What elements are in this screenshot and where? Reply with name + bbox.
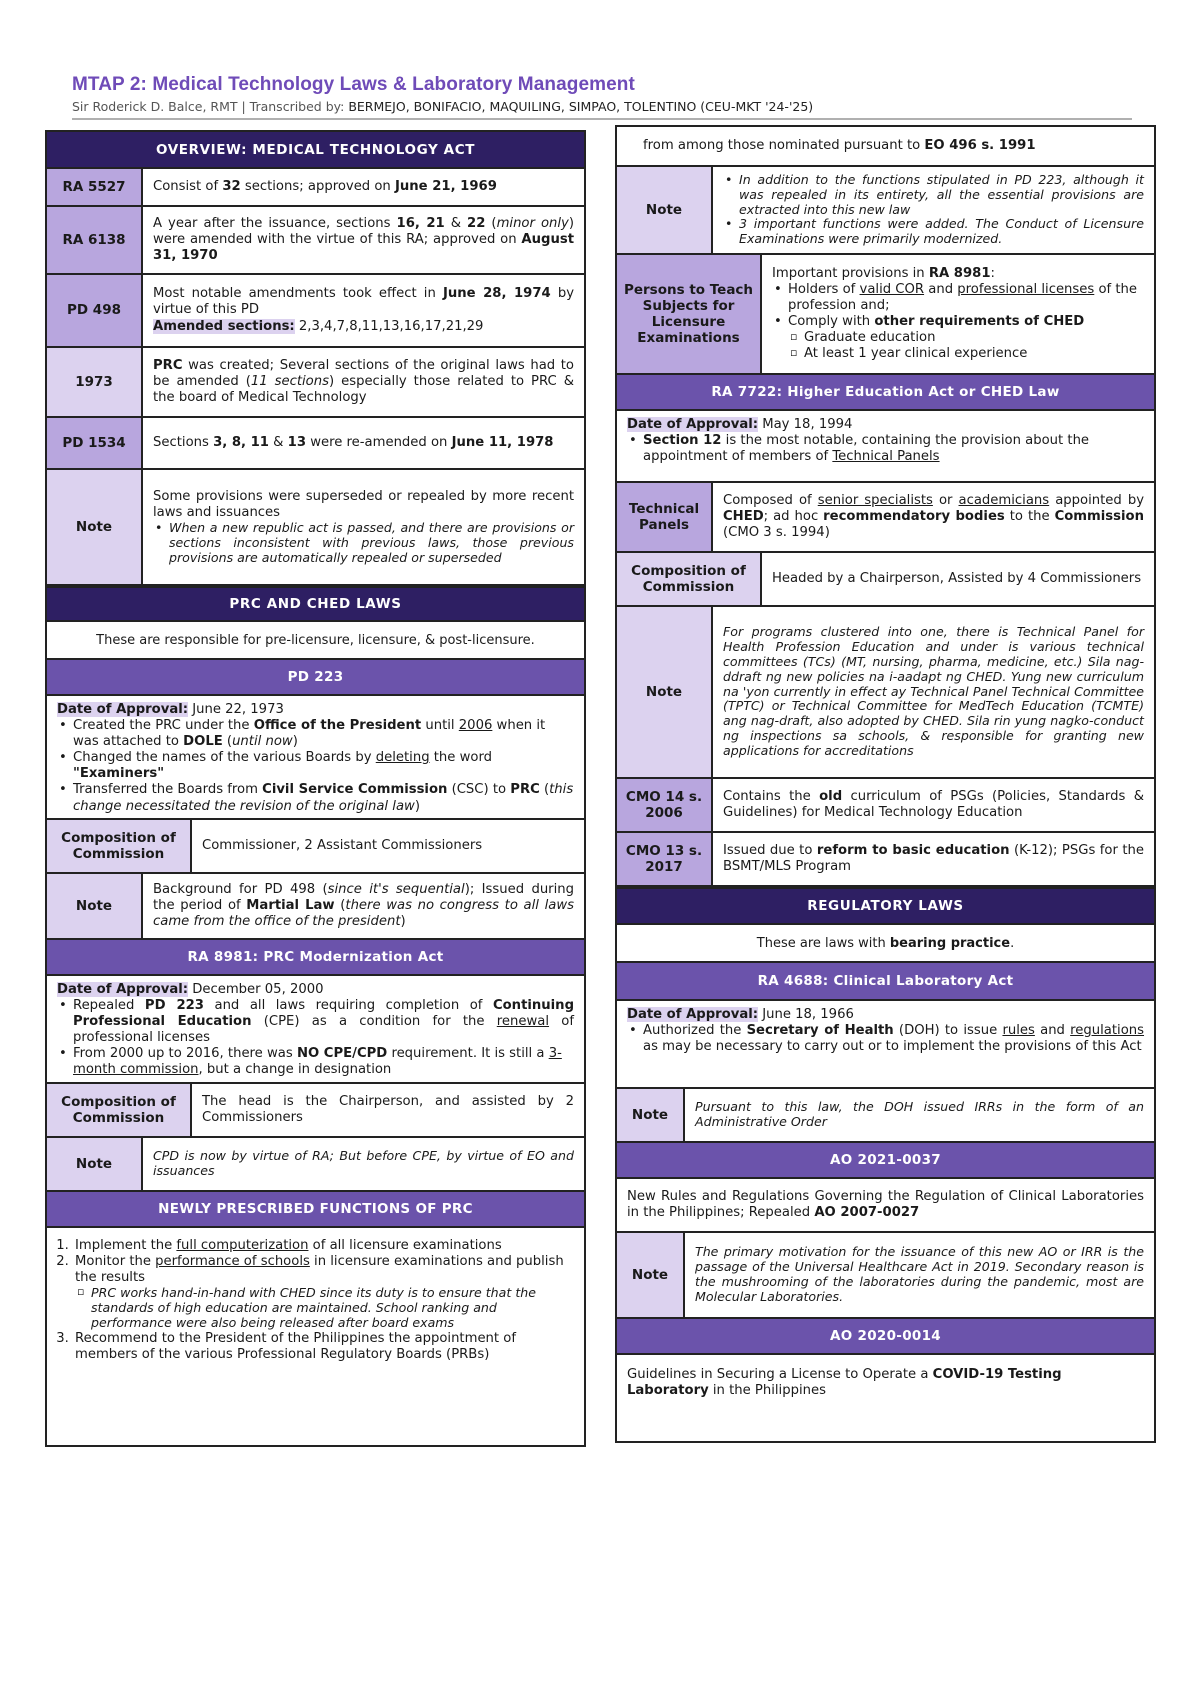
row-value: Composed of senior specialists or academicians appointed by CHED; ad hoc recommendatory bodies to the Commission (CMO 3 s. 1994): [723, 492, 1145, 541]
ao2020-title: AO 2020-0014: [617, 1319, 1154, 1355]
regulatory-title: REGULATORY LAWS: [617, 887, 1154, 925]
overview-title: OVERVIEW: MEDICAL TECHNOLOGY ACT: [47, 132, 584, 169]
row-value: CPD is now by virtue of RA; But before CPE, by virtue of EO and issuances: [153, 1148, 574, 1178]
row-value: For programs clustered into one, there is Technical Panel for Health Profession Education and under is various technical committees (TCs) (MT, nursing, pharma, medicine, etc.) Sila nag-ddraft ng new policies na i-aadapt ng CHED. Yung new curriculum na 'yon currently in effect ay Technical Panel Technical Committee (TPTC) or Technical Committee for MedTech Education (TCMTE) ang nag-draft, also adopted by CHED. Sila rin yung nagko-conduct ng inspections sa schools, & responsible for granting new applications for accreditations: [723, 624, 1144, 758]
row-label: RA 6138: [47, 207, 143, 273]
page-header: [72, 74, 1132, 120]
note-bullet: • In addition to the functions stipulated in PD 223, although it was repealed in its entirety, all the essential provisions are extracted into this new law: [723, 173, 1144, 218]
pd223-composition: [47, 820, 584, 874]
ra4688-note: [617, 1089, 1154, 1143]
ra7722-title: RA 7722: Higher Education Act or CHED Law: [617, 375, 1154, 411]
note-bullet: • 3 important functions were added. The Conduct of Licensure Examinations were primarily modernized.: [723, 217, 1144, 247]
ra8981-composition: [47, 1084, 584, 1138]
row-value: PRC was created; Several sections of the original laws had to be amended (11 sections) especially those related to PRC & the board of Medical Technology: [153, 357, 574, 406]
pd223-details: Date of Approval: June 22, 1973 • Created the PRC under the Office of the President until 2006 when it was attached to DOLE (until now) • Changed the names of the various Boards by deleting the word "Examiners" • Transferred the Boards from Civil Service Commission (CSC) to PRC (this change necessitated the revision of the original law): [47, 696, 584, 820]
persons-subitem: ▫ Graduate education: [788, 330, 1144, 346]
ra4688-bullet: • Authorized the Secretary of Health (DOH) to issue rules and regulations as may be necessary to carry out or to implement the provisions of this Act: [627, 1023, 1144, 1055]
right-column: [615, 125, 1156, 1443]
function-item: 3. Recommend to the President of the Philippines the appointment of members of the various Professional Regulatory Boards (PRBs): [73, 1331, 574, 1363]
persons-bullet: • Holders of valid COR and professional licenses of the profession and;: [772, 282, 1144, 314]
row-label: Note: [47, 1138, 143, 1190]
overview-row-1973: [47, 348, 584, 418]
overview-row-ra6138: [47, 207, 584, 275]
pd223-bullet: • Created the PRC under the Office of the President until 2006 when it was attached to DOLE (until now): [57, 718, 574, 750]
ao2021-title: AO 2021-0037: [617, 1143, 1154, 1179]
pd223-note: [47, 874, 584, 940]
pd223-title: PD 223: [47, 660, 584, 696]
pd223-bullet: • Transferred the Boards from Civil Service Commission (CSC) to PRC (this change necessitated the revision of the original law): [57, 782, 574, 814]
ra8981-note-cont: [617, 167, 1154, 255]
row-label: PD 1534: [47, 418, 143, 468]
row-label: PD 498: [47, 275, 143, 346]
overview-row-note: [47, 470, 584, 586]
ra8981-title: RA 8981: PRC Modernization Act: [47, 940, 584, 976]
function-subitem: ▫ PRC works hand-in-hand with CHED since its duty is to ensure that the standards of high education are maintained. School ranking and performance were also being released after board exams: [75, 1286, 574, 1331]
row-label: Composition of Commission: [47, 1084, 192, 1136]
page-subtitle: [72, 99, 1132, 120]
row-label: Composition of Commission: [617, 553, 762, 605]
note-bullet: • When a new republic act is passed, and there are provisions or sections inconsistent with previous laws, those previous provisions are automatically repealed or superseded: [153, 521, 574, 566]
cmo-13-row: [617, 833, 1154, 887]
row-value: Issued due to reform to basic education (K-12); PSGs for the BSMT/MLS Program: [723, 842, 1144, 874]
ra7722-note: [617, 607, 1154, 779]
ra4688-details: Date of Approval: June 18, 1966 • Authorized the Secretary of Health (DOH) to issue rules and regulations as may be necessary to carry out or to implement the provisions of this Act: [617, 1001, 1154, 1089]
ra7722-composition: [617, 553, 1154, 607]
functions-title: NEWLY PRESCRIBED FUNCTIONS OF PRC: [47, 1192, 584, 1228]
ao2021-details: New Rules and Regulations Governing the Regulation of Clinical Laboratories in the Philippines; Repealed AO 2007-0027: [617, 1179, 1154, 1233]
row-label: Technical Panels: [617, 483, 713, 551]
left-column: [45, 130, 586, 1447]
row-value: Consist of 32 sections; approved on June 21, 1969: [153, 178, 497, 194]
ra8981-bullet: • Repealed PD 223 and all laws requiring completion of Continuing Professional Education (CPE) as a condition for the renewal of professional licenses: [57, 998, 574, 1046]
row-value: The head is the Chairperson, and assisted by 2 Commissioners: [202, 1093, 574, 1125]
pd223-bullet: • Changed the names of the various Boards by deleting the word "Examiners": [57, 750, 574, 782]
ao2020-details: Guidelines in Securing a License to Operate a COVID-19 Testing Laboratory in the Philippines: [627, 1367, 1062, 1399]
overview-row-pd498: [47, 275, 584, 348]
subtitle-names: BERMEJO, BONIFACIO, MAQUILING, SIMPAO, TOLENTINO (CEU-MKT '24-'25): [348, 99, 814, 114]
ra7722-bullet: • Section 12 is the most notable, containing the provision about the appointment of members of Technical Panels: [627, 433, 1144, 465]
row-label: CMO 13 s. 2017: [617, 833, 713, 885]
row-label: Note: [617, 167, 713, 253]
ra4688-title: RA 4688: Clinical Laboratory Act: [617, 963, 1154, 1001]
row-label: Note: [47, 874, 143, 938]
ra8981-note: [47, 1138, 584, 1192]
persons-bullet: • Comply with other requirements of CHED ▫ Graduate education ▫ At least 1 year clinical experience: [772, 314, 1144, 362]
function-item: 1. Implement the full computerization of all licensure examinations: [73, 1238, 574, 1254]
row-value: Contains the old curriculum of PSGs (Policies, Standards & Guidelines) for Medical Technology Education: [723, 788, 1144, 820]
row-value: [713, 167, 1154, 253]
ra8981-bullet: • From 2000 up to 2016, there was NO CPE/CPD requirement. It is still a 3-month commission, but a change in designation: [57, 1046, 574, 1078]
row-label: 1973: [47, 348, 143, 416]
row-value: A year after the issuance, sections 16, 21 & 22 (minor only) were amended with the virtue of this RA; approved on August 31, 1970: [153, 215, 574, 264]
row-value: Most notable amendments took effect in June 28, 1974 by virtue of this PD Amended sections: 2,3,4,7,8,11,13,16,17,21,29: [153, 286, 575, 334]
row-label: Note: [617, 1233, 685, 1317]
row-label: Note: [47, 470, 143, 584]
row-value: Sections 3, 8, 11 & 13 were re-amended on June 11, 1978: [153, 434, 554, 450]
overview-row-ra5527: [47, 169, 584, 207]
row-label: CMO 14 s. 2006: [617, 779, 713, 831]
technical-panels: [617, 483, 1154, 553]
prc-ched-intro: These are responsible for pre-licensure, licensure, & post-licensure.: [47, 622, 584, 660]
overview-row-pd1534: [47, 418, 584, 470]
ra7722-details: Date of Approval: May 18, 1994 • Section 12 is the most notable, containing the provision about the appointment of members of Technical Panels: [617, 411, 1154, 483]
row-value: The primary motivation for the issuance of this new AO or IRR is the passage of the Universal Healthcare Act in 2019. Secondary reason is the mushrooming of the laboratories during the pandemic, most are Molecular Laboratories.: [695, 1244, 1144, 1304]
cmo-14-row: [617, 779, 1154, 833]
row-value: Background for PD 498 (since it's sequential); Issued during the period of Martial Law (there was no congress to all laws came from the office of the president): [153, 881, 574, 930]
row-label: Composition of Commission: [47, 820, 192, 872]
row-label: RA 5527: [47, 169, 143, 205]
persons-to-teach: [617, 255, 1154, 375]
prc-ched-title: PRC AND CHED LAWS: [47, 586, 584, 622]
subtitle-prefix: Sir Roderick D. Balce, RMT | Transcribed by:: [72, 99, 349, 114]
persons-subitem: ▫ At least 1 year clinical experience: [788, 346, 1144, 362]
continued-text: from among those nominated pursuant to EO 496 s. 1991: [617, 127, 1154, 167]
ra8981-details: Date of Approval: December 05, 2000 • Repealed PD 223 and all laws requiring completion of Continuing Professional Education (CPE) as a condition for the renewal of professional licenses • From 2000 up to 2016, there was NO CPE/CPD requirement. It is still a 3-month commission, but a change in designation: [47, 976, 584, 1084]
functions-list: [47, 1228, 584, 1369]
row-label: Note: [617, 1089, 685, 1141]
function-item: 2. Monitor the performance of schools in licensure examinations and publish the results ▫ PRC works hand-in-hand with CHED since its duty is to ensure that the standards of high education are maintained. School ranking and performance were also being released after board exams: [73, 1254, 574, 1331]
row-value: Headed by a Chairperson, Assisted by 4 Commissioners: [772, 570, 1142, 586]
row-value: Pursuant to this law, the DOH issued IRRs in the form of an Administrative Order: [695, 1099, 1144, 1129]
row-value: Commissioner, 2 Assistant Commissioners: [202, 837, 483, 853]
page-title: MTAP 2: Medical Technology Laws & Laboratory Management: [72, 74, 635, 95]
row-value: Some provisions were superseded or repealed by more recent laws and issuances • When a new republic act is passed, and there are provisions or sections inconsistent with previous laws, those previous provisions are automatically repealed or superseded: [143, 470, 584, 584]
regulatory-intro: These are laws with bearing practice.: [617, 925, 1154, 963]
ao2021-note: [617, 1233, 1154, 1319]
row-value: Important provisions in RA 8981: • Holders of valid COR and professional licenses of the profession and; • Comply with other requirements of CHED ▫ Graduate education ▫ At least 1 year clinical experience: [762, 255, 1154, 373]
row-label: Persons to Teach Subjects for Licensure Examinations: [617, 255, 762, 373]
row-label: Note: [617, 607, 713, 777]
